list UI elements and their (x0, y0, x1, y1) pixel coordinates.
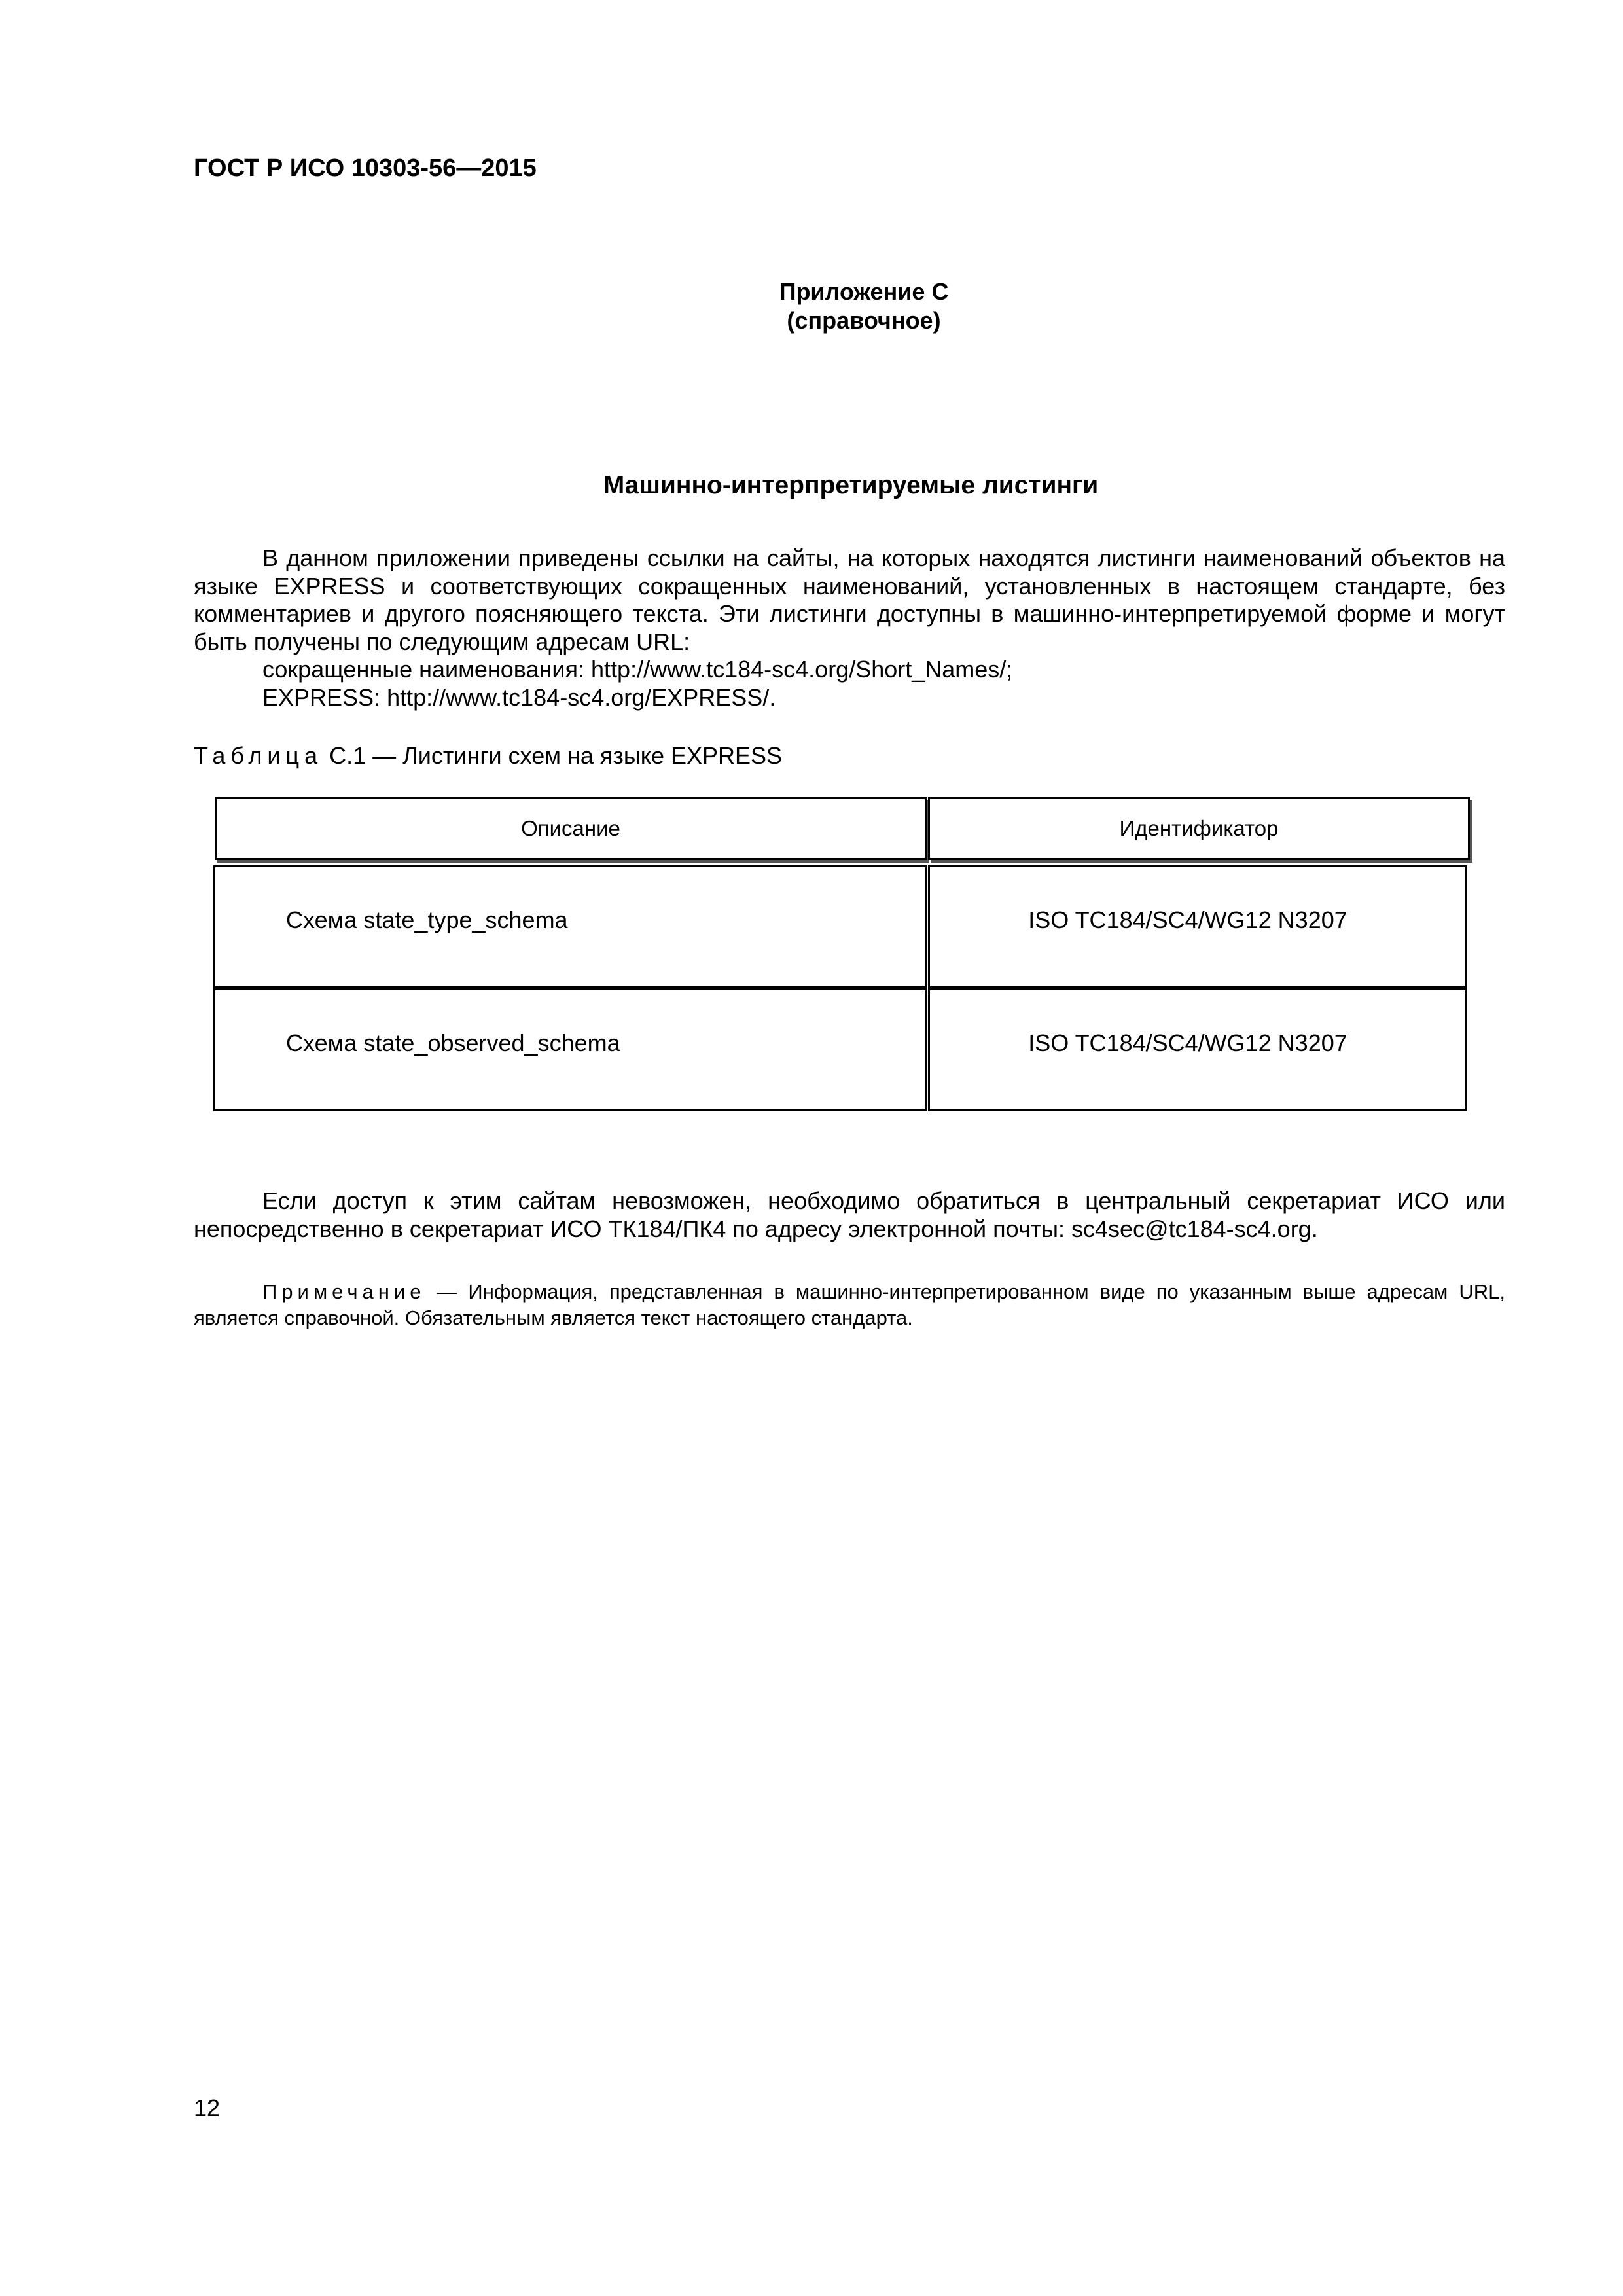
table-caption-label: Таблица (194, 742, 323, 769)
note-label: Примечание (262, 1280, 426, 1303)
note-text: — Информация, представленная в машинно-интерпретированном виде по указанным выше адресам URL, является справочной. Обязательным является текст настоящего стандарта. (194, 1280, 1505, 1329)
annex-title: Приложение С (779, 278, 949, 305)
table-caption-text: С.1 — Листинги схем на языке EXPRESS (323, 742, 783, 769)
page-number: 12 (194, 2094, 221, 2121)
table-cell-identifier: ISO TC184/SC4/WG12 N3207 (928, 988, 1467, 1111)
express-url-line: EXPRESS: http://www.tc184-sc4.org/EXPRESS/. (262, 683, 776, 711)
short-names-url-line: сокращенные наименования: http://www.tc184-sc4.org/Short_Names/; (262, 656, 1013, 683)
annex-heading (694, 278, 1034, 335)
intro-paragraph: В данном приложении приведены ссылки на сайты, на которых находятся листинги наименований объектов на языке EXPRESS и соответствующих сокращенных наименований, установленных в настоящем стандарте, без комментариев и другого поясняющего текста. Эти листинги доступны в машинно-интерпретируемой форме и могут быть получены по следующим адресам URL: (194, 545, 1505, 655)
contact-paragraph: Если доступ к этим сайтам невозможен, необходимо обратиться в центральный секретариат ИСО или непосредственно в секретариат ИСО ТК184/ПК4 по адресу электронной почты: sc4sec@tc184-sc4.org. (194, 1187, 1505, 1242)
table-caption (194, 742, 782, 770)
annex-type: (справочное) (787, 307, 941, 334)
section-title: Машинно-интерпретируемые листинги (603, 471, 1099, 499)
note (194, 1279, 1505, 1331)
table-header-identifier: Идентификатор (928, 797, 1470, 860)
table-cell-description: Схема state_observed_schema (213, 988, 927, 1111)
table-cell-description: Схема state_type_schema (213, 865, 927, 988)
document-code: ГОСТ Р ИСО 10303-56—2015 (194, 154, 537, 182)
table-header-description: Описание (215, 797, 927, 860)
table-cell-identifier: ISO TC184/SC4/WG12 N3207 (928, 865, 1467, 988)
intro-section (194, 545, 1505, 711)
